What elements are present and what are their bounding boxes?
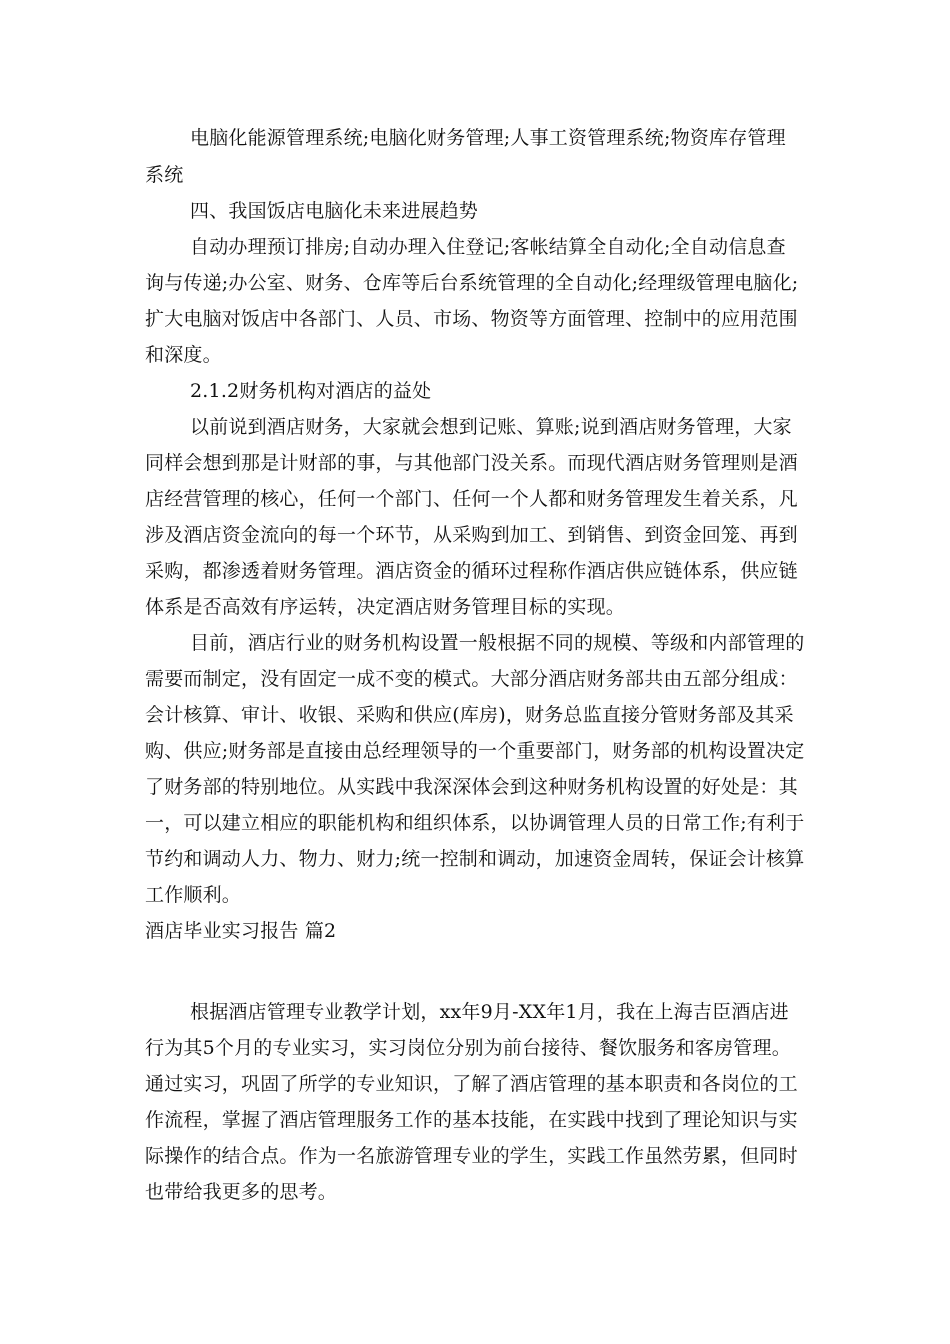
paragraph-line: 和深度。 — [145, 344, 222, 366]
paragraph-line: 根据酒店管理专业教学计划，xx年9月-XX年1月，我在上海吉臣酒店进 — [190, 1001, 789, 1023]
paragraph-line: 涉及酒店资金流向的每一个环节，从采购到加工、到销售、到资金回笼、再到 — [145, 524, 798, 546]
paragraph-line: 作流程，掌握了酒店管理服务工作的基本技能，在实践中找到了理论知识与实 — [145, 1109, 798, 1131]
paragraph-line: 以前说到酒店财务，大家就会想到记账、算账;说到酒店财务管理，大家 — [190, 416, 792, 438]
paragraph-line: 同样会想到那是计财部的事，与其他部门没关系。而现代酒店财务管理则是酒 — [145, 452, 798, 474]
section-heading: 2.1.2财务机构对酒店的益处 — [190, 380, 432, 402]
paragraph-line: 电脑化能源管理系统;电脑化财务管理;人事工资管理系统;物资库存管理 — [190, 127, 786, 149]
paragraph-line: 行为其5个月的专业实习，实习岗位分别为前台接待、餐饮服务和客房管理。 — [145, 1037, 791, 1059]
paragraph-line: 采购，都渗透着财务管理。酒店资金的循环过程称作酒店供应链体系，供应链 — [145, 560, 798, 582]
paragraph-line: 工作顺利。 — [145, 884, 242, 906]
paragraph-line: 系统 — [145, 164, 184, 186]
paragraph-line: 也带给我更多的思考。 — [145, 1181, 338, 1203]
paragraph-line: 扩大电脑对饭店中各部门、人员、市场、物资等方面管理、控制中的应用范围 — [145, 308, 798, 330]
paragraph-line: 通过实习，巩固了所学的专业知识，了解了酒店管理的基本职责和各岗位的工 — [145, 1073, 798, 1095]
paragraph-line: 自动办理预订排房;自动办理入住登记;客帐结算全自动化;全自动信息查 — [190, 236, 786, 258]
paragraph-line: 一，可以建立相应的职能机构和组织体系，以协调管理人员的日常工作;有利于 — [145, 812, 805, 834]
paragraph-line: 店经营管理的核心，任何一个部门、任何一个人都和财务管理发生着关系，凡 — [145, 488, 798, 510]
paragraph-line: 节约和调动人力、物力、财力;统一控制和调动，加速资金周转，保证会计核算 — [145, 848, 805, 870]
paragraph-line: 体系是否高效有序运转，决定酒店财务管理目标的实现。 — [145, 596, 626, 618]
paragraph-line: 询与传递;办公室、财务、仓库等后台系统管理的全自动化;经理级管理电脑化; — [145, 272, 799, 294]
section-heading: 四、我国饭店电脑化未来进展趋势 — [190, 200, 479, 222]
paragraph-line: 了财务部的特别地位。从实践中我深深体会到这种财务机构设置的好处是：其 — [145, 776, 798, 798]
paragraph-line: 会计核算、审计、收银、采购和供应(库房)，财务总监直接分管财务部及其采 — [145, 704, 794, 726]
paragraph-line: 际操作的结合点。作为一名旅游管理专业的学生，实践工作虽然劳累，但同时 — [145, 1145, 798, 1167]
paragraph-line: 购、供应;财务部是直接由总经理领导的一个重要部门，财务部的机构设置决定 — [145, 740, 805, 762]
document-title: 酒店毕业实习报告 篇2 — [145, 920, 337, 942]
paragraph-line: 目前，酒店行业的财务机构设置一般根据不同的规模、等级和内部管理的 — [190, 632, 805, 654]
paragraph-line: 需要而制定，没有固定一成不变的模式。大部分酒店财务部共由五部分组成： — [145, 668, 798, 690]
